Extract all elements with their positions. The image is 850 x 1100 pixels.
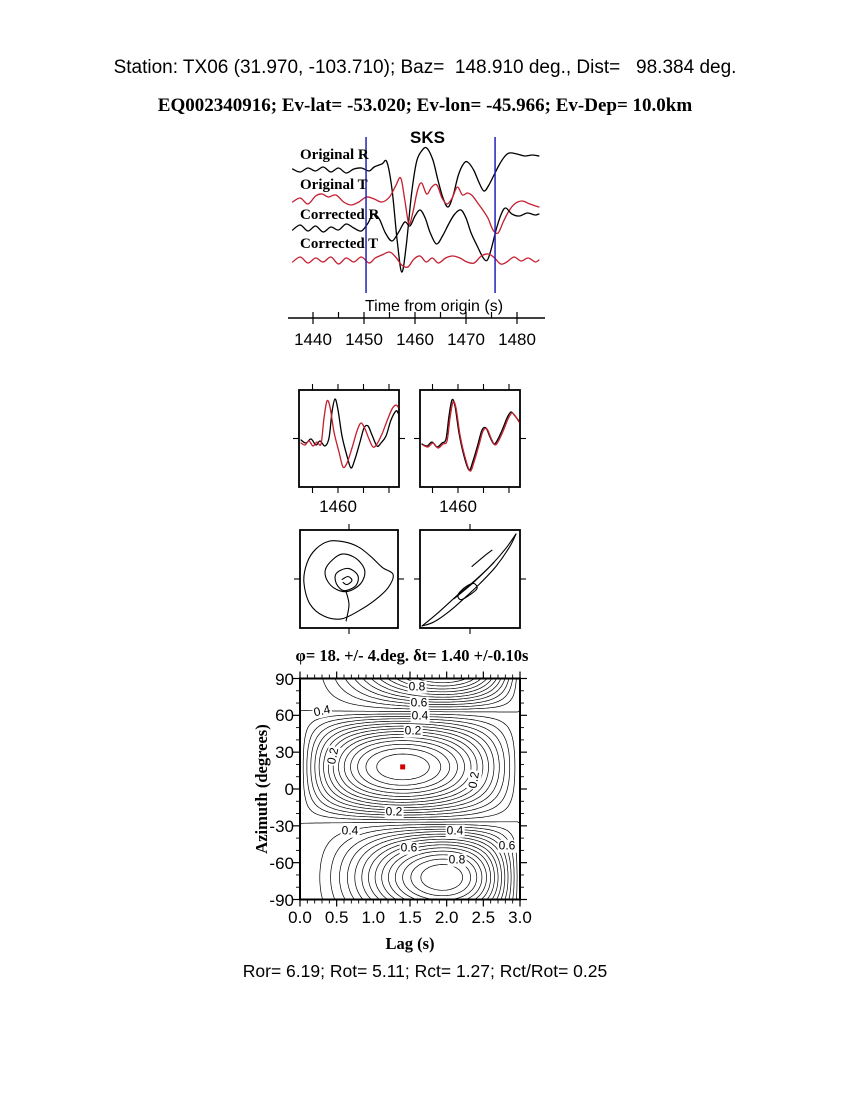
contour-label: 0.4 xyxy=(446,823,464,838)
tick-label: -30 xyxy=(269,816,294,836)
tick-label: 1480 xyxy=(498,330,536,349)
trace-label-original-t: Original T xyxy=(300,177,368,193)
tick-label: 1460 xyxy=(396,330,434,349)
contour-label: 0.8 xyxy=(408,679,426,694)
tick-label: -60 xyxy=(269,853,294,873)
contour-label: 0.4 xyxy=(411,708,429,723)
contour-label: 0.2 xyxy=(465,770,483,790)
azimuth-axis-label: Azimuth (degrees) xyxy=(252,724,271,854)
contour-label: 0.6 xyxy=(410,695,428,710)
panel-tick-label-left: 1460 xyxy=(319,497,357,516)
trace-label-corrected-r: Corrected R xyxy=(300,207,380,223)
tick-label: 2.0 xyxy=(434,908,459,927)
tick-label: 1.0 xyxy=(361,908,386,927)
contour-label: 0.2 xyxy=(324,746,342,766)
time-axis-label: Time from origin (s) xyxy=(364,298,504,315)
tick-label: 1440 xyxy=(294,330,332,349)
tick-label: 2.5 xyxy=(471,908,496,927)
panel-tick-label-right: 1460 xyxy=(439,497,477,516)
contour-label: 0.8 xyxy=(448,852,466,867)
trace-label-original-r: Original R xyxy=(300,147,369,163)
contour-label: 0.2 xyxy=(385,804,403,819)
tick-label: 1.5 xyxy=(398,908,422,927)
contour-label: 0.6 xyxy=(400,840,418,855)
tick-label: 0.0 xyxy=(288,908,312,927)
tick-label: -90 xyxy=(269,890,294,910)
event-subtitle: EQ002340916; Ev-lat= -53.020; Ev-lon= -45.966; Ev-Dep= 10.0km xyxy=(157,95,693,116)
tick-label: 1450 xyxy=(345,330,383,349)
splitting-result-annotation: φ= 18. +/- 4.deg. δt= 1.40 +/-0.10s xyxy=(295,646,529,665)
tick-label: 90 xyxy=(275,669,294,689)
tick-label: 3.0 xyxy=(508,908,532,927)
trace-label-corrected-t: Corrected T xyxy=(300,236,379,252)
phase-label-sks: SKS xyxy=(410,128,445,147)
contour-label: 0.4 xyxy=(341,823,359,838)
contour-label: 0.2 xyxy=(404,723,422,738)
tick-label: 1470 xyxy=(447,330,485,349)
tick-label: 30 xyxy=(275,743,294,763)
amplitude-ratio-footer: Ror= 6.19; Rot= 5.11; Rct= 1.27; Rct/Rot= 0.25 xyxy=(242,961,608,981)
tick-label: 0 xyxy=(284,780,294,799)
station-title: Station: TX06 (31.970, -103.710); Baz= 148.910 deg., Dist= 98.384 deg. xyxy=(113,57,737,78)
tick-label: 60 xyxy=(275,706,294,726)
contour-label: 0.4 xyxy=(312,702,332,720)
lag-axis-label: Lag (s) xyxy=(385,934,435,953)
contour-label: 0.6 xyxy=(498,838,516,853)
tick-label: 0.5 xyxy=(324,908,349,927)
